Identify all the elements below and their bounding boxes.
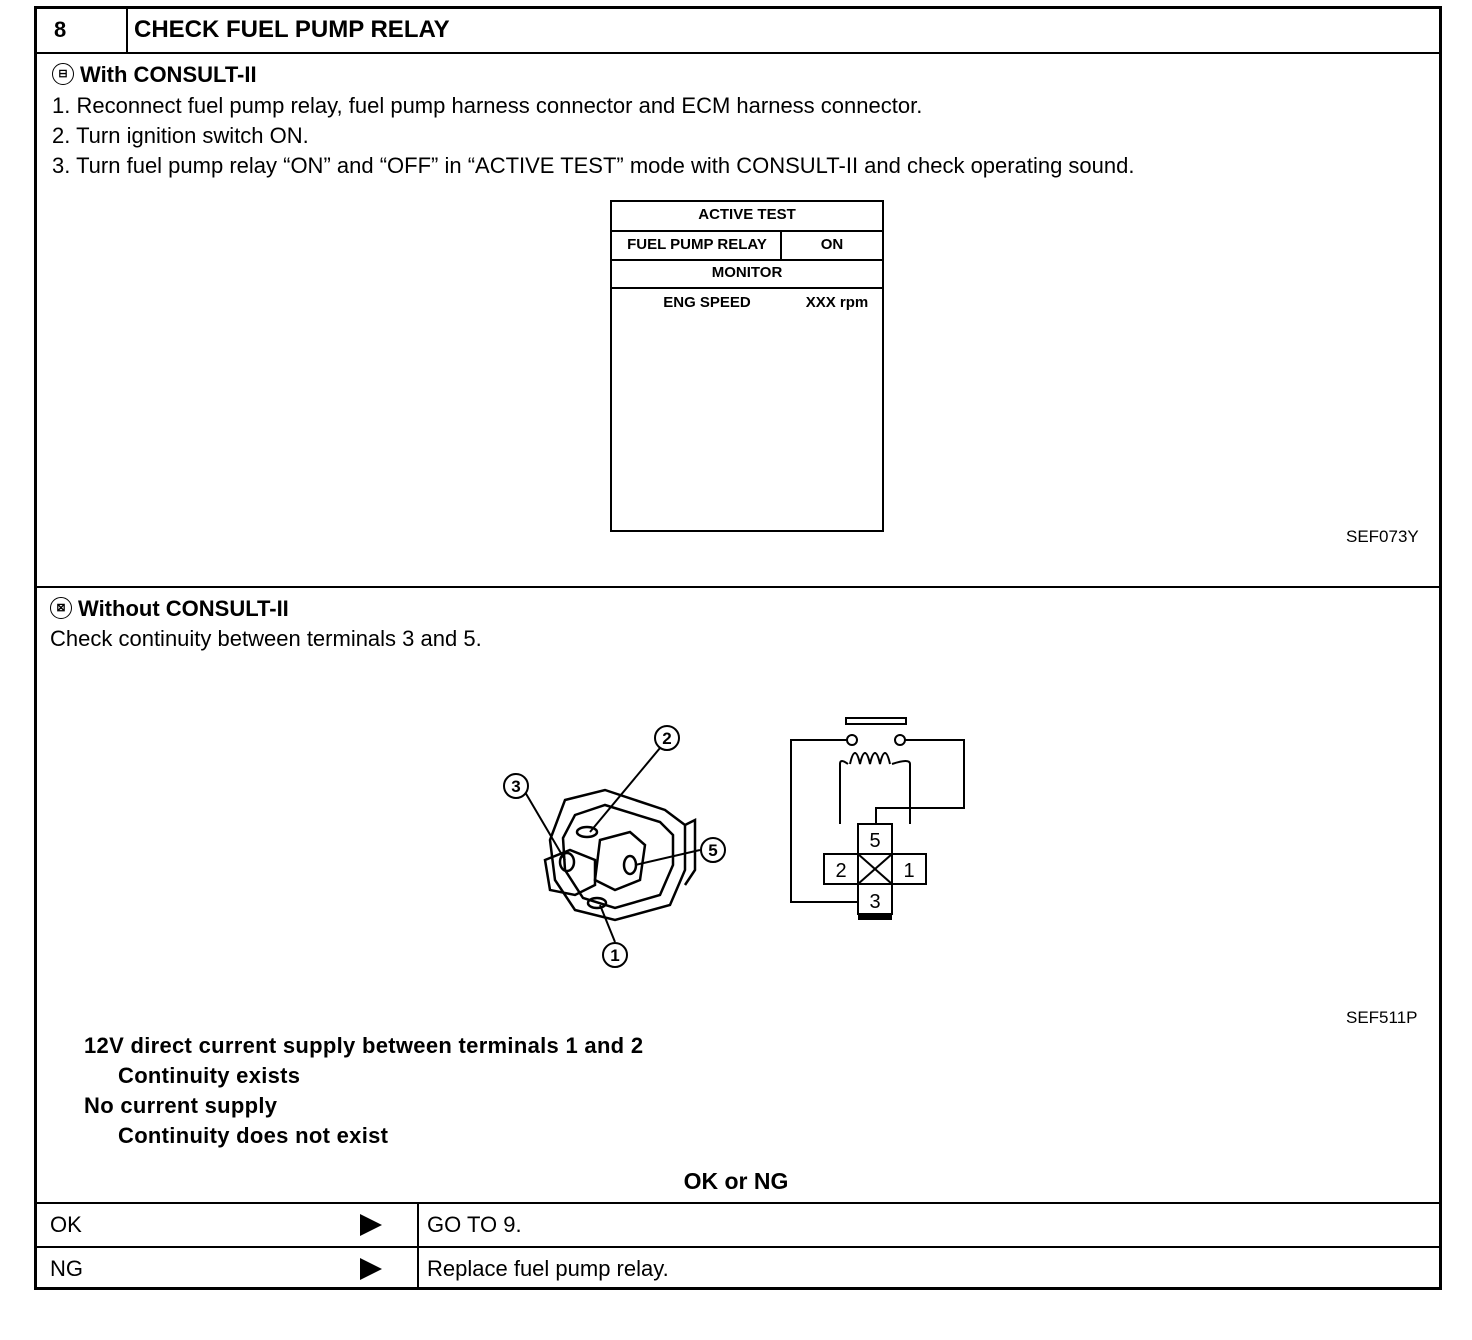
without-consult-heading: ⊠ Without CONSULT-II (50, 594, 289, 624)
active-test-title: ACTIVE TEST (698, 206, 796, 223)
continuity-instruction: Check continuity between terminals 3 and 5. (50, 626, 482, 651)
fuel-pump-relay-label: FUEL PUMP RELAY (627, 236, 767, 253)
relay-callout-5: 5 (708, 841, 718, 860)
consult-step-1: 1. Reconnect fuel pump relay, fuel pump harness connector and ECM harness connector. (52, 93, 923, 118)
step-number: 8 (36, 8, 128, 52)
result-ok-action: GO TO 9. (427, 1212, 522, 1237)
eng-speed-value: XXX rpm (805, 294, 869, 311)
terminal-2: 2 (835, 860, 847, 882)
no-consult-icon: ⊠ (50, 597, 72, 619)
eng-speed-label: ENG SPEED (663, 294, 751, 311)
terminal-5: 5 (869, 830, 881, 852)
condition-no-supply: No current supply (84, 1093, 278, 1118)
terminal-3: 3 (869, 891, 881, 913)
monitor-label: MONITOR (711, 264, 783, 281)
relay-callout-1: 1 (610, 946, 620, 965)
section-divider (36, 586, 1442, 588)
consult-step-2: 2. Turn ignition switch ON. (52, 123, 309, 148)
figure-ref-sef511p: SEF511P (1346, 1008, 1418, 1027)
relay-callout-3: 3 (511, 777, 521, 796)
result-ok-label: OK (50, 1212, 82, 1237)
ok-or-ng-heading: OK or NG (683, 1168, 789, 1194)
condition-no-continuity: Continuity does not exist (118, 1123, 389, 1148)
relay-callout-2: 2 (662, 729, 672, 748)
condition-supply: 12V direct current supply between terminals 1 and 2 (84, 1033, 644, 1058)
result-ng-label: NG (50, 1256, 83, 1281)
header-divider (36, 52, 1442, 54)
with-consult-heading: ⊟ With CONSULT-II (52, 60, 257, 90)
relay-connector-illustration (495, 720, 745, 975)
figure-ref-sef073y: SEF073Y (1346, 527, 1419, 546)
arrow-right-icon (360, 1214, 382, 1236)
relay-schematic (780, 712, 980, 932)
arrow-right-icon (360, 1258, 382, 1280)
result-ng-action: Replace fuel pump relay. (427, 1256, 669, 1281)
fuel-pump-relay-value: ON (820, 236, 844, 253)
step-title: CHECK FUEL PUMP RELAY (134, 16, 450, 43)
condition-continuity-exists: Continuity exists (118, 1063, 301, 1088)
active-test-screen (610, 200, 884, 532)
consult-icon: ⊟ (52, 63, 74, 85)
consult-step-3: 3. Turn fuel pump relay “ON” and “OFF” in “ACTIVE TEST” mode with CONSULT-II and check operating sound. (52, 153, 1135, 178)
terminal-1: 1 (903, 860, 915, 882)
